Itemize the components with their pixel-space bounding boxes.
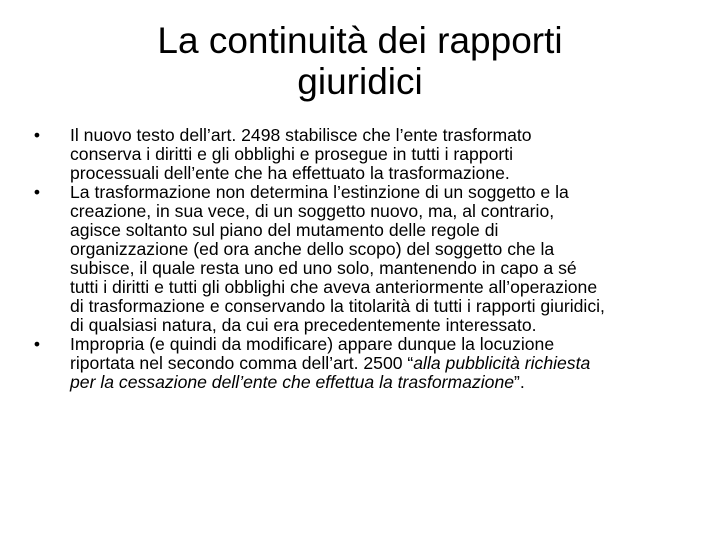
bullet-list [30,126,692,392]
bullet-text-line: conserva i diritti e gli obblighi e prosegue in tutti i rapporti [70,144,514,164]
quote-italic-text: per la cessazione dell’ente che effettua la trasformazione [70,372,515,392]
title-line: La continuità dei rapporti [157,20,563,61]
bullet-text-line: organizzazione (ed ora anche dello scopo) del soggetto che la [70,239,555,259]
bullet-text-line: Il nuovo testo dell’art. 2498 stabilisce che l’ente trasformato [70,125,532,145]
bullet-text-line: subisce, il quale resta uno ed uno solo, mantenendo in capo a sé [70,258,577,278]
bullet-text-line: agisce soltanto sul piano del mutamento delle regole di [70,220,499,240]
bullet-text-line: di qualsiasi natura, da cui era precedentemente interessato. [70,315,537,335]
title-line: giuridici [297,61,423,102]
bullet-icon: • [33,182,41,202]
bullet-text-line [70,373,692,392]
quote-plain-text: riportata nel secondo comma dell’art. 2500 “ [70,353,414,373]
bullet-item [30,183,692,335]
slide-title [60,20,660,102]
bullet-item [30,126,692,183]
bullet-text-line: tutti i diritti e tutti gli obblighi che aveva anteriormente all’operazione [70,277,598,297]
bullet-icon: • [33,334,41,354]
bullet-text-line: processuali dell’ente che ha effettuato la trasformazione. [70,163,510,183]
bullet-text-line: Impropria (e quindi da modificare) appare dunque la locuzione [70,334,555,354]
quote-closing-text: ”. [514,372,525,392]
quote-italic-text: alla pubblicità richiesta [413,353,591,373]
bullet-text-line: creazione, in sua vece, di un soggetto nuovo, ma, al contrario, [70,201,555,221]
bullet-text-line: di trasformazione e conservando la titolarità di tutti i rapporti giuridici, [70,296,605,316]
bullet-item [30,335,692,392]
bullet-icon: • [33,125,41,145]
bullet-text-line [70,354,692,373]
bullet-text-line: La trasformazione non determina l’estinzione di un soggetto e la [70,182,569,202]
